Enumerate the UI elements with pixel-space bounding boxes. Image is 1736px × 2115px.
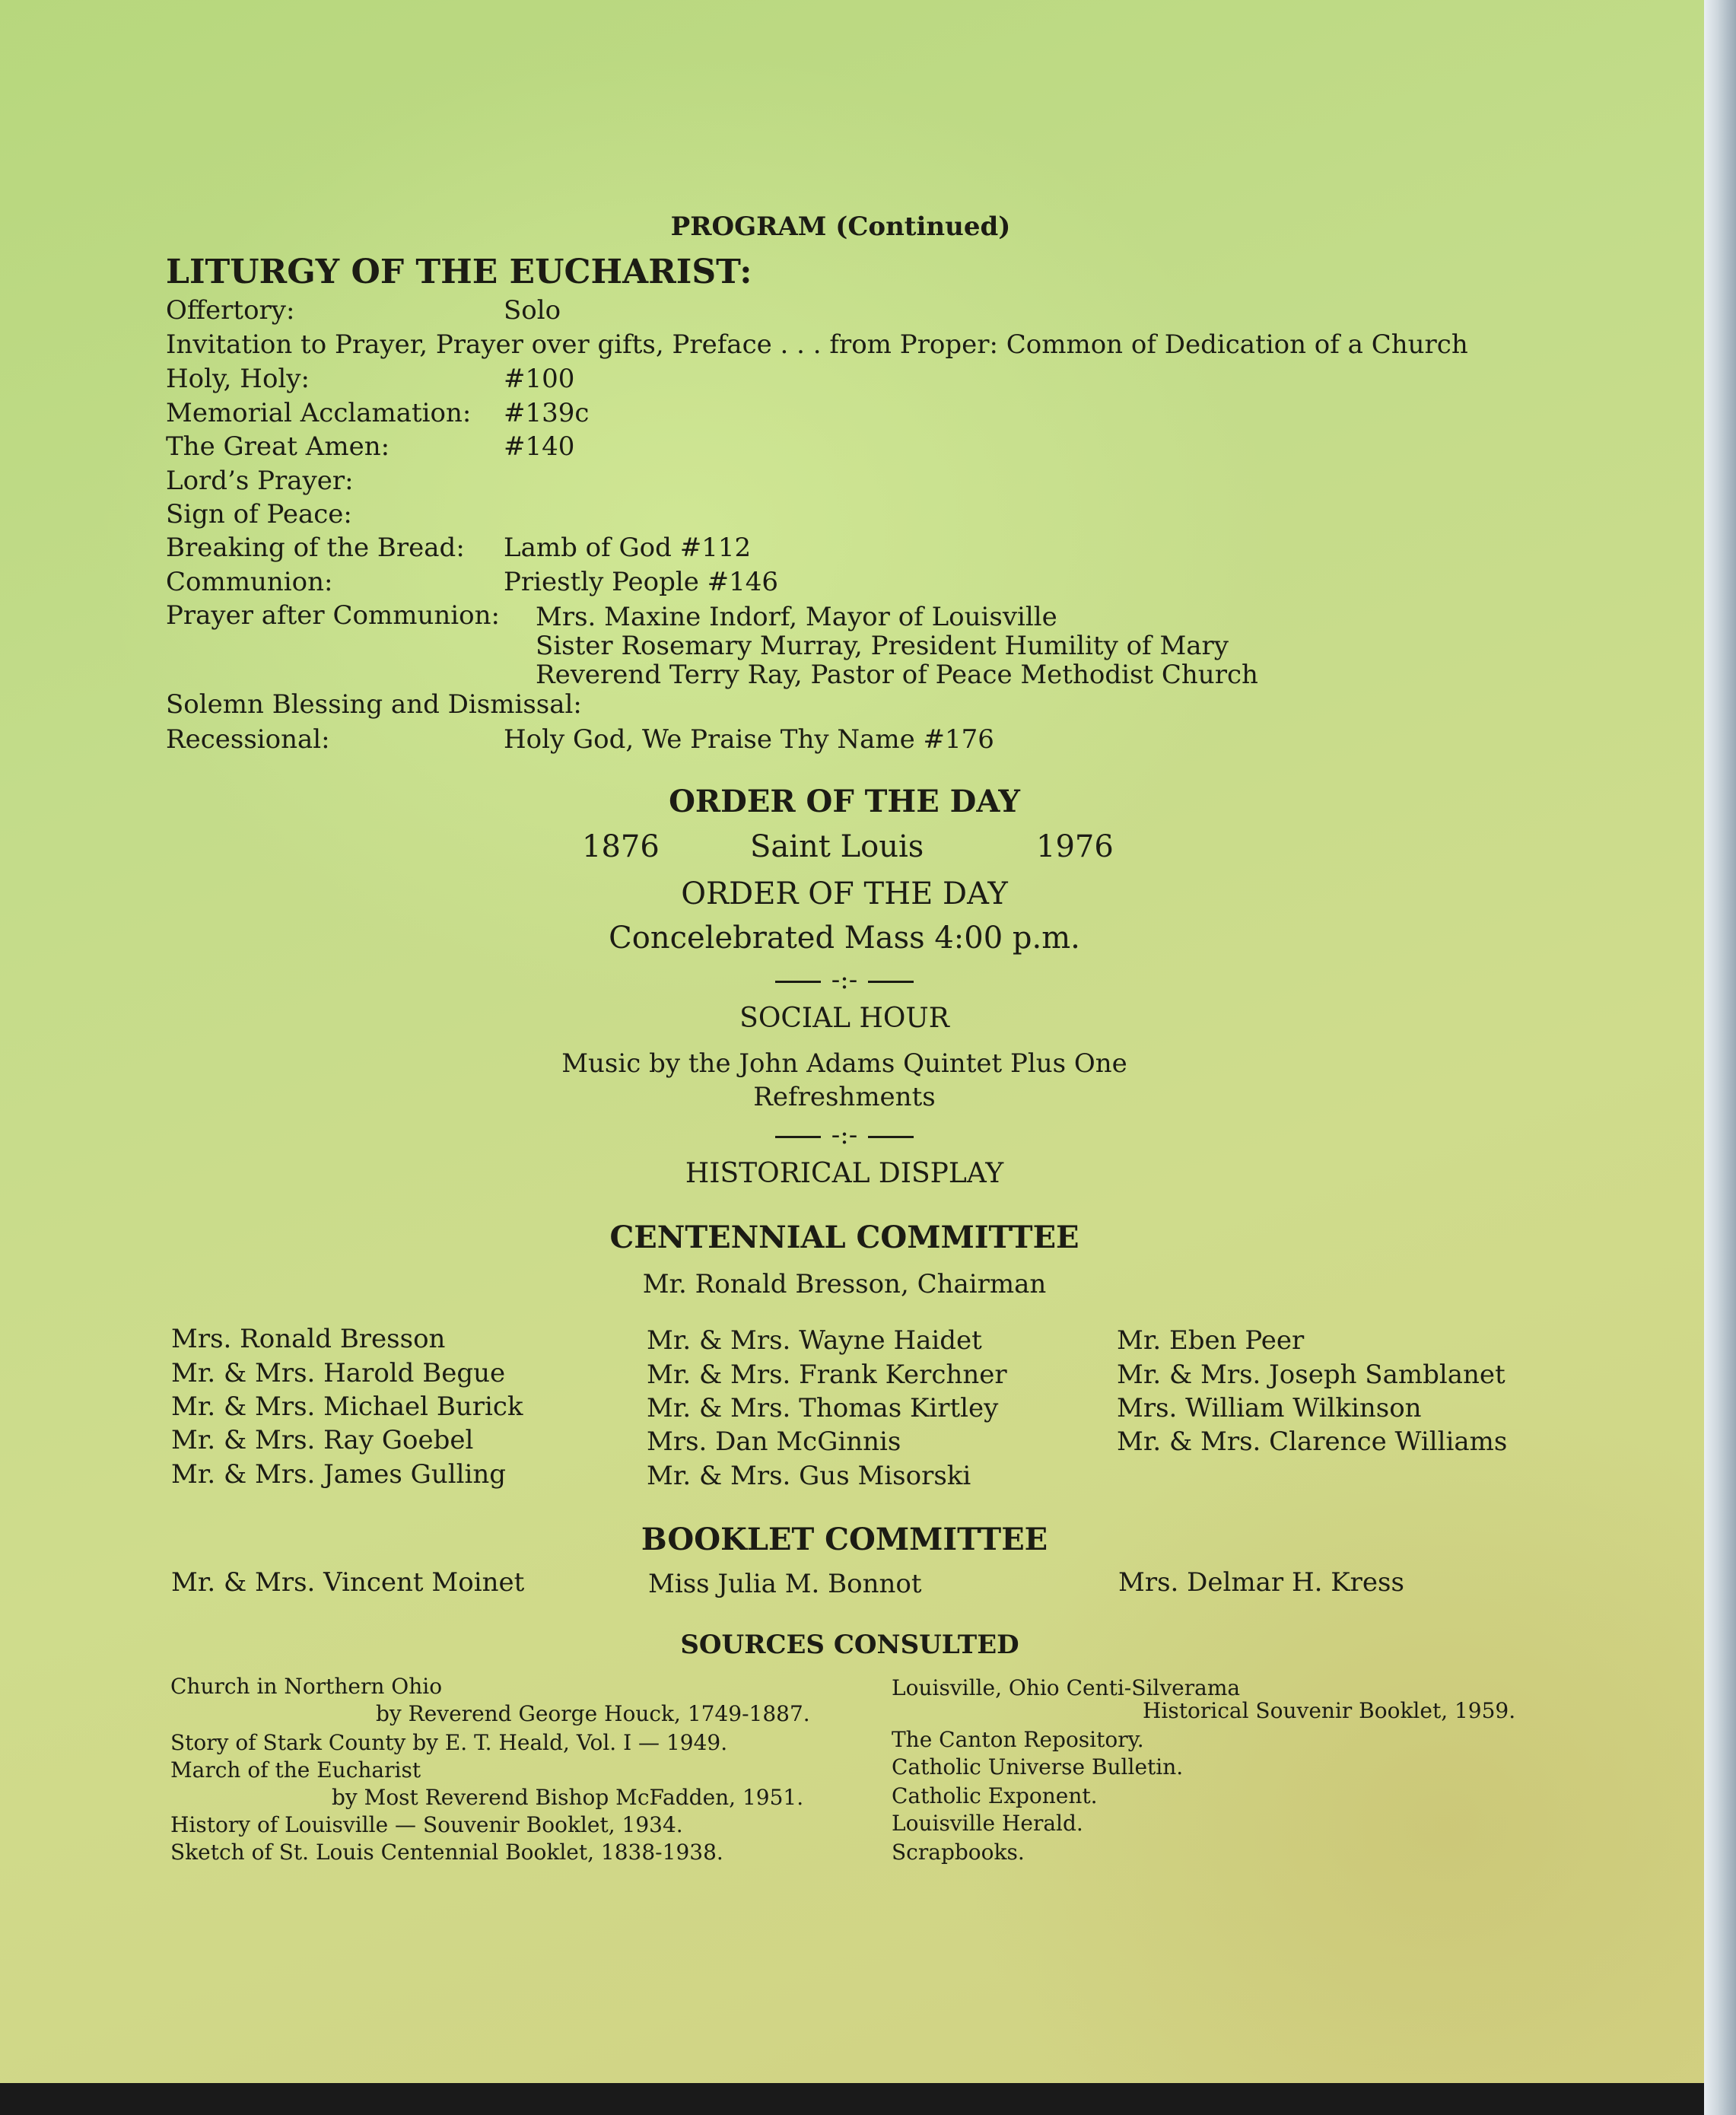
order-mass: Concelebrated Mass 4:00 p.m. [609, 921, 1080, 956]
holy-label: Holy, Holy: [166, 364, 310, 394]
source-item: Catholic Exponent. [892, 1783, 1098, 1808]
source-item-detail: by Most Reverend Bishop McFadden, 1951. [332, 1785, 804, 1810]
source-item: March of the Eucharist [170, 1757, 421, 1783]
order-year-left: 1876 [582, 829, 660, 864]
sign-of-peace-label: Sign of Peace: [166, 499, 352, 530]
amen-label: The Great Amen: [166, 431, 390, 462]
committee-member: Mr. Eben Peer [1117, 1325, 1305, 1356]
committee-member: Mr. & Mrs. Frank Kerchner [647, 1360, 1007, 1390]
lords-prayer-label: Lord’s Prayer: [166, 466, 354, 496]
committee-member: Mr. & Mrs. Ray Goebel [171, 1425, 474, 1455]
amen-value: #140 [504, 431, 575, 462]
source-item: Story of Stark County by E. T. Heald, Vol. I — 1949. [170, 1730, 728, 1755]
music-line: Music by the John Adams Quintet Plus One [561, 1048, 1127, 1079]
source-item: Scrapbooks. [892, 1840, 1025, 1865]
prayer-after-value-3: Reverend Terry Ray, Pastor of Peace Methodist Church [536, 660, 1258, 690]
source-item: Louisville, Ohio Centi-Silverama [892, 1675, 1241, 1700]
invitation-line: Invitation to Prayer, Prayer over gifts, Preface . . . from Proper: Common of Dedication of a Church [166, 329, 1468, 360]
source-item-detail: by Reverend George Houck, 1749-1887. [376, 1701, 810, 1726]
breaking-label: Breaking of the Bread: [166, 533, 465, 563]
memorial-value: #139c [504, 398, 590, 428]
committee-member: Mr. & Mrs. Wayne Haidet [647, 1325, 982, 1356]
sources-heading: SOURCES CONSULTED [680, 1630, 1019, 1660]
communion-label: Communion: [166, 567, 333, 597]
booklet-member: Mrs. Delmar H. Kress [1118, 1567, 1404, 1598]
source-item: Catholic Universe Bulletin. [892, 1754, 1184, 1779]
blessing-label: Solemn Blessing and Dismissal: [166, 689, 582, 720]
communion-value: Priestly People #146 [504, 567, 779, 597]
historical-display: HISTORICAL DISPLAY [685, 1158, 1004, 1189]
recessional-value: Holy God, We Praise Thy Name #176 [504, 724, 994, 755]
order-heading: ORDER OF THE DAY [669, 784, 1020, 819]
committee-member: Mr. & Mrs. James Gulling [171, 1459, 507, 1490]
rule-left [775, 981, 821, 983]
source-item: Louisville Herald. [892, 1811, 1083, 1836]
recessional-label: Recessional: [166, 724, 330, 755]
refreshments-line: Refreshments [753, 1082, 936, 1112]
offertory-label: Offertory: [166, 295, 295, 326]
prayer-after-value-1: Mrs. Maxine Indorf, Mayor of Louisville [536, 602, 1057, 632]
committee-member: Mr. & Mrs. Michael Burick [171, 1391, 523, 1422]
holy-value: #100 [504, 364, 575, 394]
booklet-member: Mr. & Mrs. Vincent Moinet [171, 1567, 525, 1598]
offertory-value: Solo [504, 295, 561, 326]
order-subheading: ORDER OF THE DAY [681, 876, 1008, 911]
centennial-heading: CENTENNIAL COMMITTEE [609, 1220, 1079, 1255]
committee-member: Mrs. William Wilkinson [1117, 1393, 1422, 1423]
booklet-heading: BOOKLET COMMITTEE [641, 1522, 1048, 1557]
source-item: The Canton Repository. [892, 1727, 1144, 1752]
separator-mark: -:- [831, 965, 858, 995]
page-edge [1704, 0, 1736, 2115]
rule-right [868, 981, 914, 983]
booklet-member: Miss Julia M. Bonnot [648, 1569, 922, 1599]
order-year-right: 1976 [1036, 829, 1114, 864]
separator-2 [0, 1120, 1689, 1150]
prayer-after-label: Prayer after Communion: [166, 600, 500, 631]
social-hour: SOCIAL HOUR [739, 1003, 949, 1034]
rule-right [868, 1136, 914, 1138]
committee-member: Mr. & Mrs. Clarence Williams [1117, 1426, 1508, 1457]
committee-member: Mr. & Mrs. Joseph Samblanet [1117, 1360, 1505, 1390]
source-item: Church in Northern Ohio [170, 1674, 443, 1699]
source-item: History of Louisville — Souvenir Booklet, 1934. [170, 1812, 683, 1837]
committee-member: Mr. & Mrs. Gus Misorski [647, 1461, 971, 1491]
prayer-after-value-2: Sister Rosemary Murray, President Humility of Mary [536, 631, 1229, 661]
committee-member: Mrs. Ronald Bresson [171, 1324, 446, 1354]
source-item: Sketch of St. Louis Centennial Booklet, 1838-1938. [170, 1840, 723, 1865]
separator-1 [0, 965, 1689, 995]
centennial-chairman: Mr. Ronald Bresson, Chairman [642, 1269, 1047, 1299]
committee-member: Mrs. Dan McGinnis [647, 1426, 901, 1457]
program-title: PROGRAM (Continued) [670, 212, 1011, 242]
committee-member: Mr. & Mrs. Thomas Kirtley [647, 1393, 999, 1423]
separator-mark: -:- [831, 1120, 858, 1150]
memorial-label: Memorial Acclamation: [166, 398, 472, 428]
breaking-value: Lamb of God #112 [504, 533, 752, 563]
committee-member: Mr. & Mrs. Harold Begue [171, 1358, 506, 1388]
order-name: Saint Louis [750, 829, 924, 864]
liturgy-heading: LITURGY OF THE EUCHARIST: [166, 253, 752, 291]
source-item-detail: Historical Souvenir Booklet, 1959. [1143, 1698, 1516, 1723]
rule-left [775, 1136, 821, 1138]
